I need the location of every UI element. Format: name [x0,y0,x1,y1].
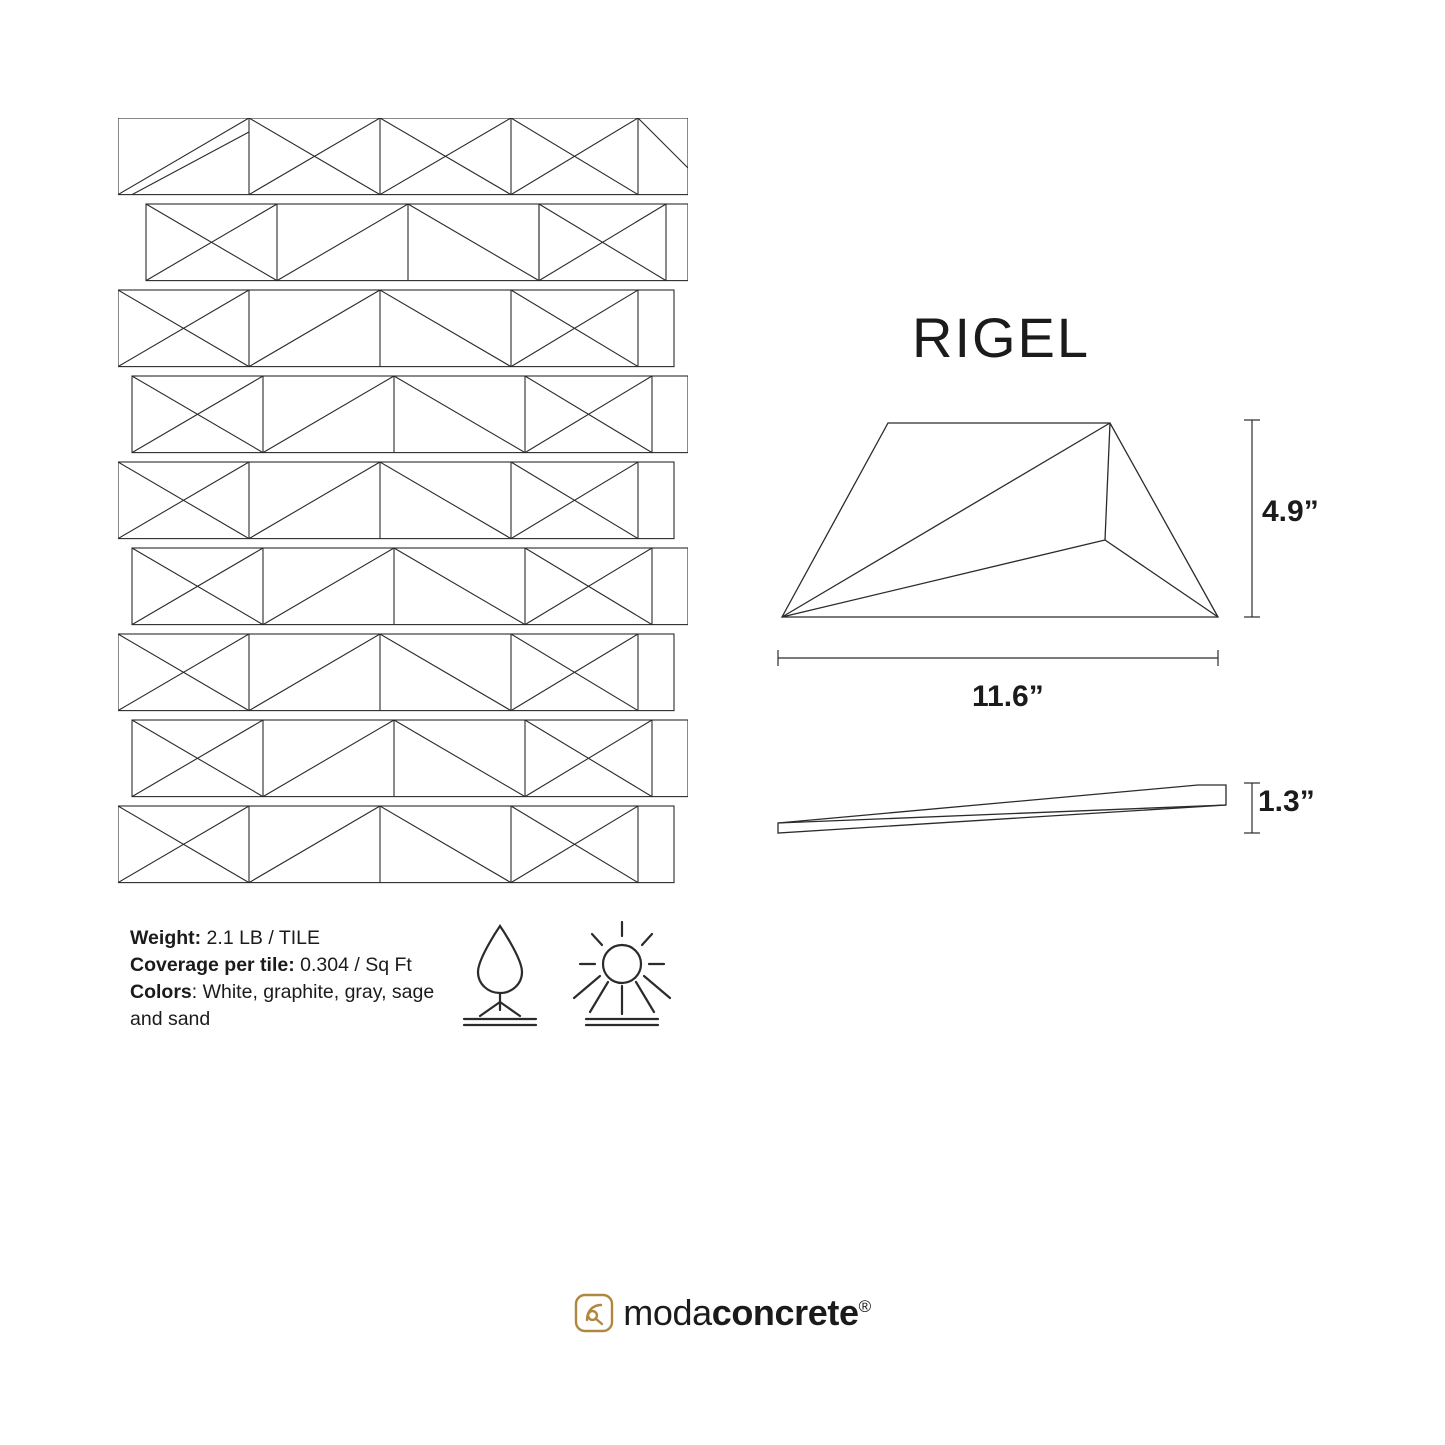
brand-name-bold: concrete [711,1292,859,1333]
spec-coverage-label: Coverage per tile: [130,954,295,976]
page-title: RIGEL [912,306,1091,369]
brand-registered-mark: ® [858,1297,871,1316]
spec-coverage [130,952,470,979]
brand-footer [0,1292,1445,1334]
water-drop-icon [464,926,536,1025]
spec-coverage-value: 0.304 / Sq Ft [294,954,412,976]
spec-list [130,925,470,1033]
wall-pattern-diagram [118,118,688,884]
brand-name-light: moda [623,1292,712,1333]
dimension-height-label: 4.9” [1262,495,1319,528]
spec-colors-value: : White, graphite, gray, sage and sand [130,981,435,1030]
property-icon-group [450,920,690,1030]
dimension-width-label: 11.6” [972,680,1044,713]
tile-front-view [782,423,1218,617]
spec-weight-value: 2.1 LB / TILE [201,927,321,949]
spec-colors-label: Colors [130,981,192,1003]
dimension-depth-label: 1.3” [1258,785,1315,818]
width-dimension-line [778,650,1218,666]
spec-colors [130,979,470,1033]
brand-wordmark [623,1292,870,1334]
tile-dimension-drawing [760,405,1280,855]
spec-weight [130,925,470,952]
sun-icon [574,922,670,1025]
spec-weight-label: Weight: [130,927,202,949]
tile-side-view [778,785,1226,833]
height-dimension-line [1244,420,1260,617]
moda-logo-mark [574,1293,614,1333]
